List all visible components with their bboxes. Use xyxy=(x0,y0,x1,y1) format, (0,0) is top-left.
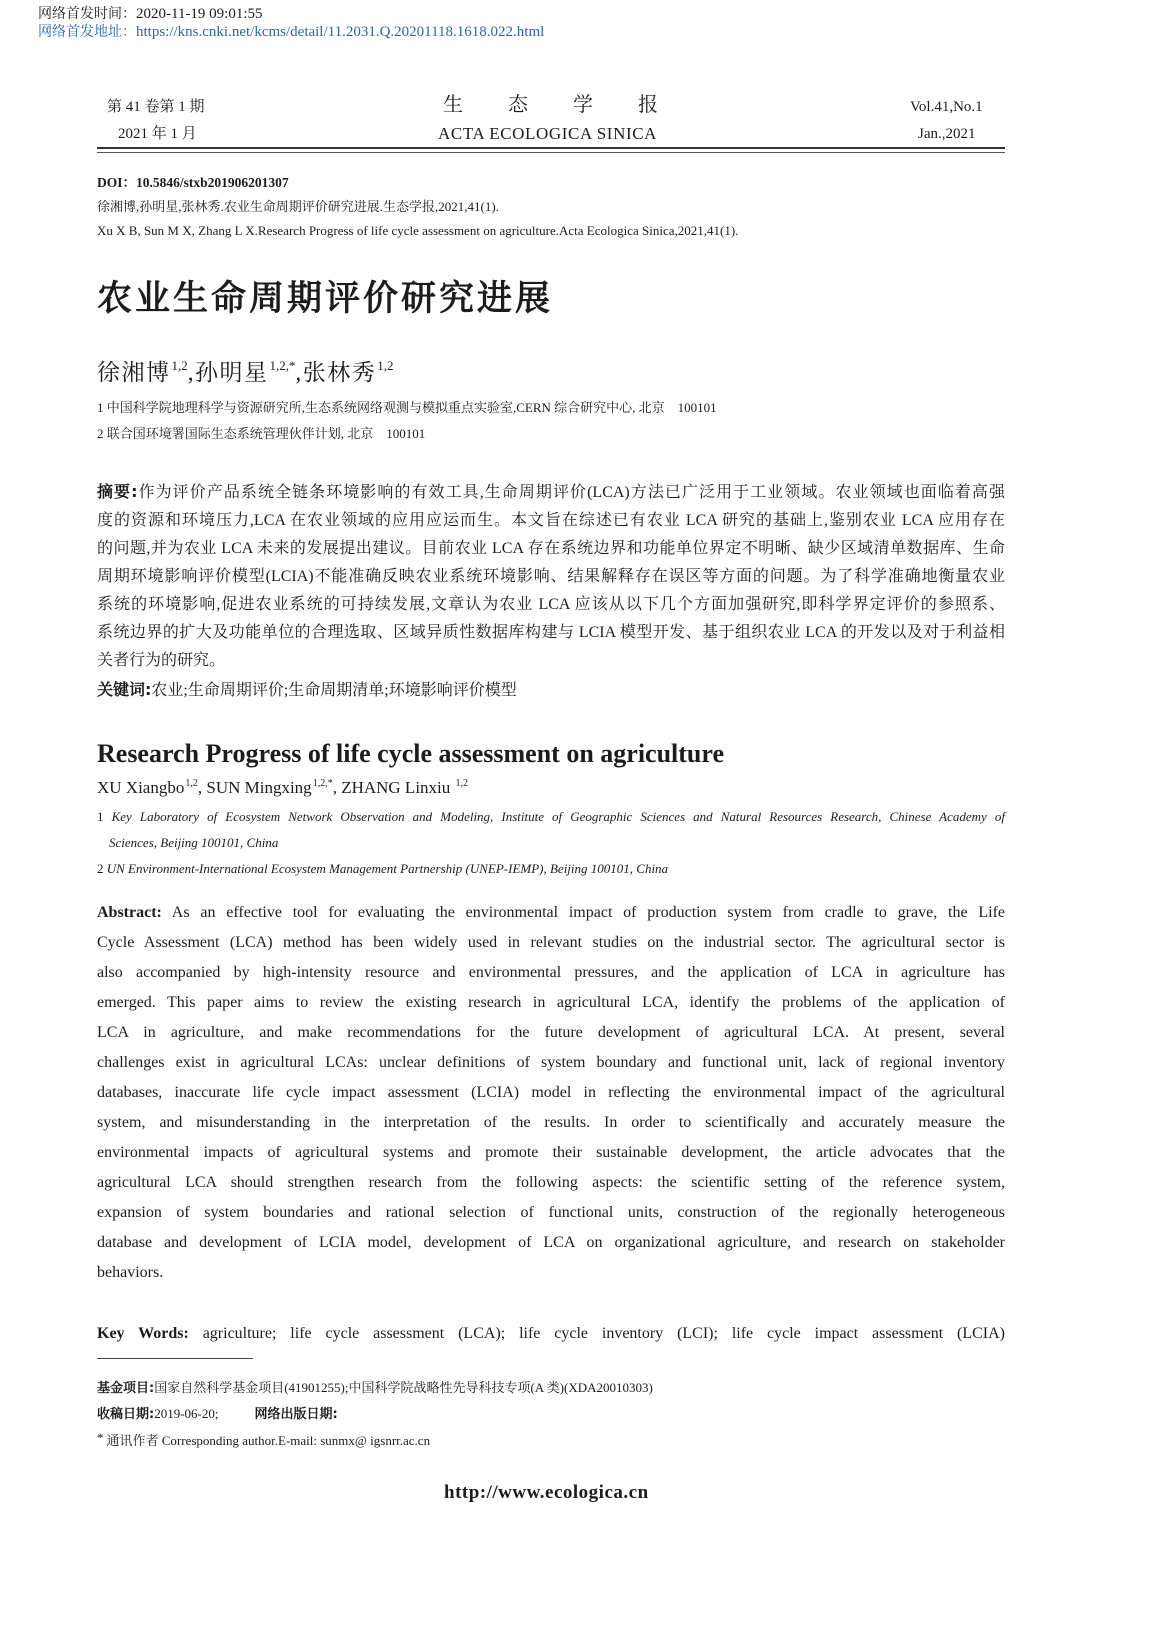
abstract-en-line: databases, inaccurate life cycle impact assessment (LCIA) model in reflecting the environmental impact of the agricultural xyxy=(97,1084,1005,1101)
abstract-zh-line: 的问题,并为农业 LCA 未来的发展提出建议。目前农业 LCA 存在系统边界和功能单位界定不明晰、缺少区域清单数据库、生命 xyxy=(97,540,1005,557)
author-affiliation-marks: 1,2 xyxy=(171,358,188,373)
header-date-zh: 2021 年 1 月 xyxy=(118,126,197,142)
abstract-en-line: behaviors. xyxy=(97,1264,164,1281)
affiliation-en-2 xyxy=(97,856,1005,882)
online-first-time xyxy=(38,5,263,23)
received-date-value: 2019-06-20; xyxy=(154,1406,219,1421)
author-affiliation-marks: 1,2 xyxy=(455,778,469,789)
received-date-label: 收稿日期: xyxy=(97,1407,155,1422)
author-affiliation-marks: 1,2 xyxy=(185,778,198,789)
affiliation-number: 1 xyxy=(97,809,104,824)
author-separator: , xyxy=(187,360,195,385)
footer-journal-url: http://www.ecologica.cn xyxy=(444,1482,649,1503)
footnote-dates xyxy=(97,1404,338,1425)
authors-en xyxy=(97,776,468,803)
author-separator: , xyxy=(295,360,303,385)
abstract-zh-line: 系统的环境影响,促进农业系统的可持续发展,文章认为农业 LCA 应该从以下几个方面加强研究,即科学界定评价的参照系、 xyxy=(97,596,1005,613)
keywords-zh-label: 关键词: xyxy=(97,680,152,699)
author-affiliation-marks: 1,2 xyxy=(377,358,394,373)
author-name: ZHANG Linxiu xyxy=(341,778,451,797)
affiliation-text: 中国科学院地理科学与资源研究所,生态系统网络观测与模拟重点实验室,CERN 综合研究中心, 北京 100101 xyxy=(106,400,717,415)
citation-zh: 徐湘博,孙明星,张林秀.农业生命周期评价研究进展.生态学报,2021,41(1). xyxy=(97,199,499,214)
abstract-en-line: agricultural LCA should strengthen research from the following aspects: the scientific setting of the reference system, xyxy=(97,1174,1005,1191)
abstract-zh-label: 摘要: xyxy=(97,482,138,501)
author-affiliation-marks: 1,2,* xyxy=(312,778,333,789)
affiliation-number: 2 xyxy=(97,861,104,876)
affiliation-zh-1 xyxy=(97,399,717,417)
abstract-en-line: emerged. This paper aims to review the existing research in agricultural LCA, identify the problems of the application of xyxy=(97,994,1005,1011)
affiliation-text: 联合国环境署国际生态系统管理伙伴计划, 北京 100101 xyxy=(106,426,426,441)
author-affiliation-marks: 1,2,* xyxy=(269,358,296,373)
footnote-rule xyxy=(97,1358,253,1359)
abstract-zh-line: 系统边界的扩大及功能单位的合理选取、区域异质性数据库构建与 LCIA 模型开发、基于组织农业 LCA 的开发以及对于利益相 xyxy=(97,624,1005,641)
header-volume-issue-zh: 第 41 卷第 1 期 xyxy=(107,99,205,115)
abstract-en-line: also accompanied by high-intensity resource and environmental pressures, and the application of LCA in agriculture has xyxy=(97,964,1005,981)
doi: DOI：10.5846/stxb201906201307 xyxy=(97,175,289,190)
affiliation-text: UN Environment-International Ecosystem Management Partnership (UNEP-IEMP), Beijing 100101, China xyxy=(106,861,669,876)
affiliation-text: Sciences, Beijing 100101, China xyxy=(109,835,279,850)
abstract-zh-line xyxy=(97,478,1005,507)
author-name: XU Xiangbo xyxy=(97,778,185,797)
affiliation-zh-2 xyxy=(97,425,425,443)
header-volume-issue-en: Vol.41,No.1 xyxy=(910,99,983,115)
abstract-en xyxy=(97,898,1005,1288)
author-name: SUN Mingxing xyxy=(206,778,312,797)
abstract-en-line: Cycle Assessment (LCA) method has been widely used in relevant studies on the industrial sector. The agricultural sector is xyxy=(97,934,1005,951)
online-date-label: 网络出版日期: xyxy=(254,1407,338,1422)
abstract-zh-line: 周期环境影响评价模型(LCIA)不能准确反映农业系统环境影响、结果解释存在误区等方面的问题。为了科学准确地衡量农业 xyxy=(97,568,1005,585)
corresponding-star: * xyxy=(97,1430,104,1445)
abstract-en-label: Abstract: xyxy=(97,904,162,921)
header-journal-name-zh: 生态学报 xyxy=(443,94,703,116)
abstract-zh xyxy=(97,478,1005,675)
abstract-zh-line: 度的资源和环境压力,LCA 在农业领域的应用应运而生。本文旨在综述已有农业 LCA 研究的基础上,鉴别农业 LCA 应用存在 xyxy=(97,512,1005,529)
citation-en: Xu X B, Sun M X, Zhang L X.Research Progress of life cycle assessment on agriculture.Acta Ecologica Sinica,2021,41(1). xyxy=(97,223,739,238)
footnote-corresponding-author xyxy=(97,1431,430,1451)
header-rule-thin xyxy=(97,152,1005,153)
online-first-address xyxy=(38,23,544,41)
header-journal-name-en: ACTA ECOLOGICA SINICA xyxy=(438,124,658,143)
funding-label: 基金项目: xyxy=(97,1381,155,1396)
author-separator: , xyxy=(332,778,342,797)
affiliation-text: Key Laboratory of Ecosystem Network Observation and Modeling, Institute of Geographic Sciences and Natural Resources Research, Chinese Academy of xyxy=(111,809,1005,824)
author-separator: , xyxy=(197,778,207,797)
online-first-address-label: 网络首发地址： xyxy=(38,24,136,40)
online-first-time-value: 2020-11-19 09:01:55 xyxy=(136,6,263,22)
keywords-zh xyxy=(97,676,517,705)
affiliation-en-line xyxy=(97,856,1005,882)
keywords-zh-text: 农业;生命周期评价;生命周期清单;环境影响评价模型 xyxy=(151,682,517,699)
keywords-en xyxy=(97,1320,1005,1348)
abstract-en-line: system, and misunderstanding in the interpretation of the results. In order to scientifically and accurately measure the xyxy=(97,1114,1005,1131)
abstract-en-line: challenges exist in agricultural LCAs: unclear definitions of system boundary and functional unit, lack of regional inventory xyxy=(97,1054,1005,1071)
affiliation-number: 2 xyxy=(97,426,104,441)
authors-zh xyxy=(97,358,394,391)
affiliation-en-line xyxy=(97,830,1005,856)
author-name: 张林秀 xyxy=(302,360,377,385)
affiliation-en-line xyxy=(97,804,1005,830)
online-first-time-label: 网络首发时间： xyxy=(38,6,136,22)
abstract-zh-line: 关者行为的研究。 xyxy=(97,652,226,669)
header-date-en: Jan.,2021 xyxy=(918,126,976,142)
affiliation-en-1 xyxy=(97,804,1005,856)
abstract-zh-text: 作为评价产品系统全链条环境影响的有效工具,生命周期评价(LCA)方法已广泛用于工业领域。农业领域也面临着高强 xyxy=(137,484,1005,501)
article-title-zh: 农业生命周期评价研究进展 xyxy=(97,279,554,319)
abstract-en-line: database and development of LCIA model, development of LCA on organizational agriculture, and research on stakeholder xyxy=(97,1234,1005,1251)
article-title-en: Research Progress of life cycle assessment on agriculture xyxy=(97,739,724,768)
online-first-url-link[interactable]: https://kns.cnki.net/kcms/detail/11.2031.Q.20201118.1618.022.html xyxy=(136,24,545,40)
corresponding-text: 通讯作者 Corresponding author.E-mail: sunmx@ igsnrr.ac.cn xyxy=(106,1433,431,1448)
abstract-en-line xyxy=(97,898,1005,928)
author-name: 徐湘博 xyxy=(97,360,171,385)
footnote-funding xyxy=(97,1378,653,1399)
abstract-en-line: expansion of system boundaries and rational selection of functional units, construction of the regionally heterogeneous xyxy=(97,1204,1005,1221)
abstract-en-line: LCA in agriculture, and make recommendations for the future development of agricultural LCA. At present, several xyxy=(97,1024,1005,1041)
abstract-en-text: As an effective tool for evaluating the environmental impact of production system from cradle to grave, the Life xyxy=(171,904,1005,921)
header-rule-thick xyxy=(97,147,1005,149)
keywords-en-text: agriculture; life cycle assessment (LCA); life cycle inventory (LCI); life cycle impact assessment (LCIA) xyxy=(202,1325,1005,1342)
affiliation-number: 1 xyxy=(97,400,104,415)
abstract-en-line: environmental impacts of agricultural systems and promote their sustainable development, the article advocates that the xyxy=(97,1144,1005,1161)
keywords-en-label: Key Words: xyxy=(97,1325,189,1342)
author-name: 孙明星 xyxy=(195,360,269,385)
funding-text: 国家自然科学基金项目(41901255);中国科学院战略性先导科技专项(A 类)(XDA20010303) xyxy=(154,1380,653,1395)
